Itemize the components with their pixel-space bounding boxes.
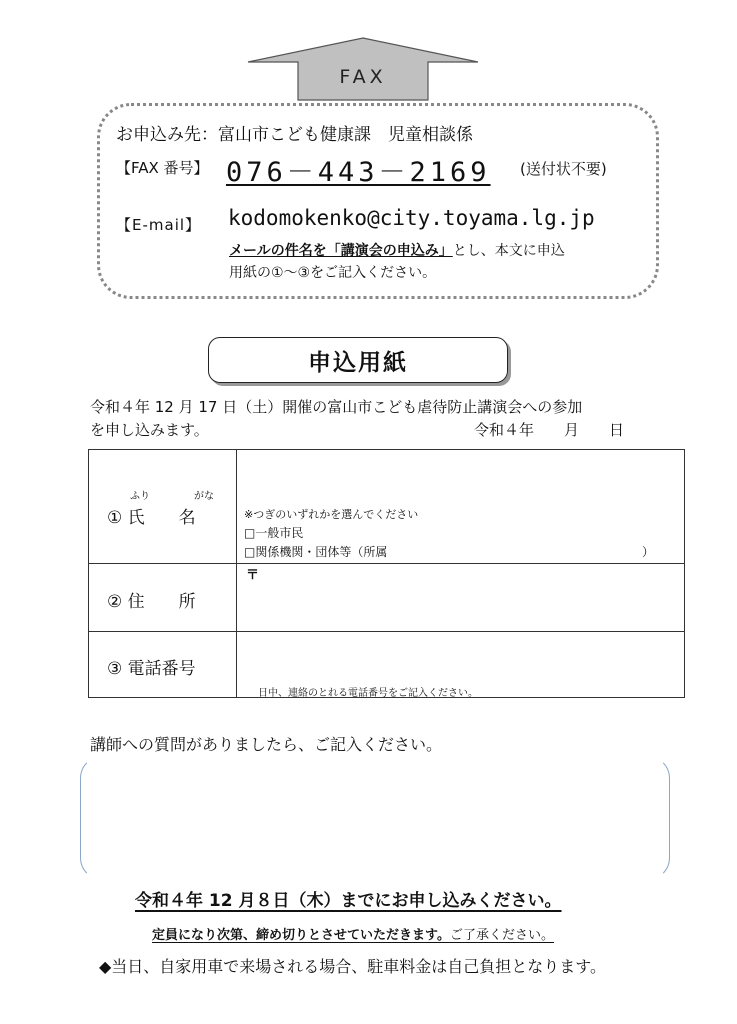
name-ruby-gana: がな <box>194 491 214 502</box>
application-destination: お申込み先：富山市こども健康課 児童相談係 <box>116 125 473 145</box>
email-note-line1 <box>229 240 565 260</box>
fax-arrow-label: FAX <box>339 66 387 88</box>
application-date-field[interactable]: 令和４年 月 日 <box>474 421 625 439</box>
capacity-notice-main: 定員になり次第、締め切りとさせていただきます。 <box>152 928 450 943</box>
intro-line2: を申し込みます。 <box>90 421 209 439</box>
phone-row-label: ③ 電話番号 <box>107 659 196 679</box>
email-address[interactable]: kodomokenko@city.toyama.lg.jp <box>228 206 595 230</box>
organization-close-paren: ） <box>642 545 655 559</box>
fax-note: (送付状不要) <box>520 160 607 178</box>
question-label: 講師への質問がありましたら、ご記入ください。 <box>90 735 443 754</box>
name-select-note: ※つぎのいずれかを選んでください <box>244 508 419 521</box>
name-ruby-furi: ふり <box>130 491 150 502</box>
parking-notice: ◆当日、自家用車で来場される場合、駐車料金は自己負担となります。 <box>99 957 607 976</box>
question-input-area[interactable] <box>80 756 670 880</box>
email-note-rest: とし、本文に申込 <box>452 243 565 259</box>
checkbox-related-organization[interactable]: □関係機関・団体等（所属 <box>244 545 388 559</box>
form-title: 申込用紙 <box>208 337 508 383</box>
table-row-divider-2 <box>88 631 685 632</box>
capacity-notice <box>152 924 554 943</box>
email-label: 【E-mail】 <box>116 216 202 234</box>
name-row-label: ① 氏 名 <box>107 508 196 528</box>
table-row-divider-1 <box>88 563 685 564</box>
fax-number-label: 【FAX 番号】 <box>116 159 209 177</box>
address-row-label: ② 住 所 <box>107 592 196 612</box>
fax-number: 076－443－2169 <box>226 157 491 188</box>
intro-line1: 令和４年 12 月 17 日（土）開催の富山市こども虐待防止講演会への参加 <box>90 398 583 416</box>
email-subject-instruction: メールの件名を「講演会の申込み」 <box>229 243 453 259</box>
capacity-notice-apology: ご了承ください。 <box>449 928 554 943</box>
application-deadline: 令和４年 12 月８日（木）までにお申し込みください。 <box>135 891 562 911</box>
postal-mark: 〒 <box>246 568 260 583</box>
table-column-divider <box>236 449 237 698</box>
checkbox-general-citizen[interactable]: □一般市民 <box>244 526 304 540</box>
email-note-line2: 用紙の①～③をご記入ください。 <box>229 265 437 281</box>
phone-note: 日中、連絡のとれる電話番号をご記入ください。 <box>258 688 478 699</box>
